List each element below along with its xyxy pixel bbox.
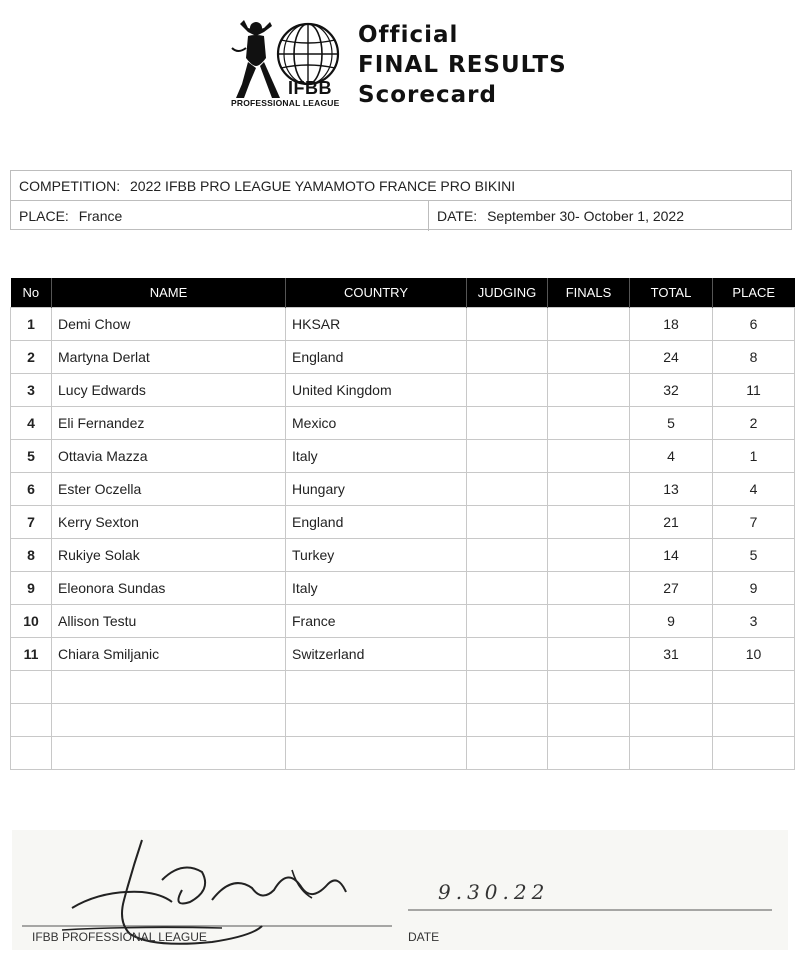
cell-no: 2 bbox=[11, 341, 52, 374]
cell-no bbox=[11, 704, 52, 737]
cell-finals bbox=[548, 671, 630, 704]
title-line-final-results: FINAL RESULTS bbox=[358, 52, 567, 78]
cell-name: Chiara Smiljanic bbox=[52, 638, 286, 671]
table-row bbox=[11, 572, 795, 605]
cell-finals bbox=[548, 704, 630, 737]
date-cell bbox=[429, 201, 684, 231]
table-row bbox=[11, 440, 795, 473]
cell-finals bbox=[548, 539, 630, 572]
cell-country: United Kingdom bbox=[286, 374, 467, 407]
logo-ifbb-text: IFBB bbox=[288, 78, 332, 98]
competition-info-box bbox=[10, 170, 792, 230]
handwritten-date: 9.30.22 bbox=[438, 880, 550, 904]
signature-label-right: DATE bbox=[408, 930, 440, 944]
cell-name bbox=[52, 671, 286, 704]
header-total: TOTAL bbox=[630, 278, 713, 308]
table-row bbox=[11, 407, 795, 440]
cell-judging bbox=[467, 539, 548, 572]
cell-country: England bbox=[286, 506, 467, 539]
competition-value: 2022 IFBB PRO LEAGUE YAMAMOTO FRANCE PRO BIKINI bbox=[130, 178, 516, 194]
table-row bbox=[11, 506, 795, 539]
cell-total: 13 bbox=[630, 473, 713, 506]
cell-judging bbox=[467, 704, 548, 737]
cell-name bbox=[52, 737, 286, 770]
competition-row bbox=[11, 171, 791, 201]
title-line-scorecard: Scorecard bbox=[358, 82, 497, 108]
logo-professional-league-text: PROFESSIONAL LEAGUE bbox=[231, 98, 340, 108]
competition-label: COMPETITION: bbox=[19, 178, 121, 194]
cell-finals bbox=[548, 605, 630, 638]
cell-name: Demi Chow bbox=[52, 308, 286, 341]
cell-name: Eli Fernandez bbox=[52, 407, 286, 440]
table-header-row bbox=[11, 278, 795, 308]
cell-place: 1 bbox=[713, 440, 795, 473]
header-country: COUNTRY bbox=[286, 278, 467, 308]
cell-judging bbox=[467, 572, 548, 605]
place-label: PLACE: bbox=[19, 208, 69, 224]
cell-judging bbox=[467, 440, 548, 473]
document-title bbox=[358, 20, 567, 110]
cell-finals bbox=[548, 638, 630, 671]
header-judging: JUDGING bbox=[467, 278, 548, 308]
cell-finals bbox=[548, 341, 630, 374]
cell-country: Switzerland bbox=[286, 638, 467, 671]
cell-finals bbox=[548, 407, 630, 440]
cell-finals bbox=[548, 473, 630, 506]
cell-no: 1 bbox=[11, 308, 52, 341]
header-place: PLACE bbox=[713, 278, 795, 308]
cell-judging bbox=[467, 506, 548, 539]
cell-country: Italy bbox=[286, 440, 467, 473]
cell-total bbox=[630, 737, 713, 770]
table-row bbox=[11, 671, 795, 704]
cell-judging bbox=[467, 737, 548, 770]
cell-judging bbox=[467, 605, 548, 638]
cell-place: 5 bbox=[713, 539, 795, 572]
results-body bbox=[11, 308, 795, 770]
cell-total: 14 bbox=[630, 539, 713, 572]
cell-name: Kerry Sexton bbox=[52, 506, 286, 539]
cell-name: Ester Oczella bbox=[52, 473, 286, 506]
cell-total: 5 bbox=[630, 407, 713, 440]
cell-country: England bbox=[286, 341, 467, 374]
cell-place: 2 bbox=[713, 407, 795, 440]
cell-place: 3 bbox=[713, 605, 795, 638]
table-row bbox=[11, 374, 795, 407]
header-name: NAME bbox=[52, 278, 286, 308]
cell-judging bbox=[467, 374, 548, 407]
cell-finals bbox=[548, 737, 630, 770]
cell-place: 11 bbox=[713, 374, 795, 407]
cell-no: 4 bbox=[11, 407, 52, 440]
cell-total: 32 bbox=[630, 374, 713, 407]
cell-name: Martyna Derlat bbox=[52, 341, 286, 374]
cell-place: 7 bbox=[713, 506, 795, 539]
date-label: DATE: bbox=[437, 208, 478, 224]
table-row bbox=[11, 539, 795, 572]
place-date-row bbox=[11, 201, 791, 231]
table-row bbox=[11, 473, 795, 506]
cell-no: 10 bbox=[11, 605, 52, 638]
cell-no: 9 bbox=[11, 572, 52, 605]
cell-country: Mexico bbox=[286, 407, 467, 440]
cell-name bbox=[52, 704, 286, 737]
cell-finals bbox=[548, 440, 630, 473]
cell-country bbox=[286, 671, 467, 704]
cell-judging bbox=[467, 341, 548, 374]
cell-country: HKSAR bbox=[286, 308, 467, 341]
title-line-official: Official bbox=[358, 22, 459, 48]
cell-no bbox=[11, 737, 52, 770]
cell-country: Hungary bbox=[286, 473, 467, 506]
table-row bbox=[11, 605, 795, 638]
results-table bbox=[10, 278, 795, 770]
cell-finals bbox=[548, 506, 630, 539]
cell-place: 4 bbox=[713, 473, 795, 506]
cell-judging bbox=[467, 638, 548, 671]
cell-total bbox=[630, 671, 713, 704]
table-row bbox=[11, 638, 795, 671]
cell-no: 8 bbox=[11, 539, 52, 572]
cell-country: Turkey bbox=[286, 539, 467, 572]
cell-total: 4 bbox=[630, 440, 713, 473]
cell-no bbox=[11, 671, 52, 704]
cell-total: 9 bbox=[630, 605, 713, 638]
header-no: No bbox=[11, 278, 52, 308]
header-finals: FINALS bbox=[548, 278, 630, 308]
cell-total: 24 bbox=[630, 341, 713, 374]
competition-cell bbox=[11, 171, 515, 201]
cell-total: 21 bbox=[630, 506, 713, 539]
cell-name: Ottavia Mazza bbox=[52, 440, 286, 473]
cell-country bbox=[286, 704, 467, 737]
cell-place bbox=[713, 704, 795, 737]
cell-no: 3 bbox=[11, 374, 52, 407]
cell-country bbox=[286, 737, 467, 770]
date-value: September 30- October 1, 2022 bbox=[487, 208, 684, 224]
cell-no: 6 bbox=[11, 473, 52, 506]
cell-total: 31 bbox=[630, 638, 713, 671]
cell-total: 18 bbox=[630, 308, 713, 341]
cell-name: Allison Testu bbox=[52, 605, 286, 638]
header bbox=[0, 0, 800, 120]
cell-judging bbox=[467, 407, 548, 440]
cell-total bbox=[630, 704, 713, 737]
cell-place: 8 bbox=[713, 341, 795, 374]
cell-country: France bbox=[286, 605, 467, 638]
cell-name: Eleonora Sundas bbox=[52, 572, 286, 605]
cell-total: 27 bbox=[630, 572, 713, 605]
cell-place: 9 bbox=[713, 572, 795, 605]
cell-place: 10 bbox=[713, 638, 795, 671]
cell-finals bbox=[548, 374, 630, 407]
cell-finals bbox=[548, 308, 630, 341]
signature-label-left: IFBB PROFESSIONAL LEAGUE bbox=[32, 930, 207, 944]
cell-no: 7 bbox=[11, 506, 52, 539]
place-cell bbox=[11, 201, 122, 231]
cell-no: 11 bbox=[11, 638, 52, 671]
signature-area bbox=[12, 830, 788, 950]
table-row bbox=[11, 341, 795, 374]
table-row bbox=[11, 308, 795, 341]
cell-judging bbox=[467, 308, 548, 341]
cell-finals bbox=[548, 572, 630, 605]
table-row bbox=[11, 737, 795, 770]
cell-judging bbox=[467, 473, 548, 506]
table-row bbox=[11, 704, 795, 737]
cell-place: 6 bbox=[713, 308, 795, 341]
cell-country: Italy bbox=[286, 572, 467, 605]
cell-name: Rukiye Solak bbox=[52, 539, 286, 572]
cell-place bbox=[713, 737, 795, 770]
place-value: France bbox=[78, 208, 123, 224]
cell-judging bbox=[467, 671, 548, 704]
cell-no: 5 bbox=[11, 440, 52, 473]
cell-name: Lucy Edwards bbox=[52, 374, 286, 407]
cell-place bbox=[713, 671, 795, 704]
